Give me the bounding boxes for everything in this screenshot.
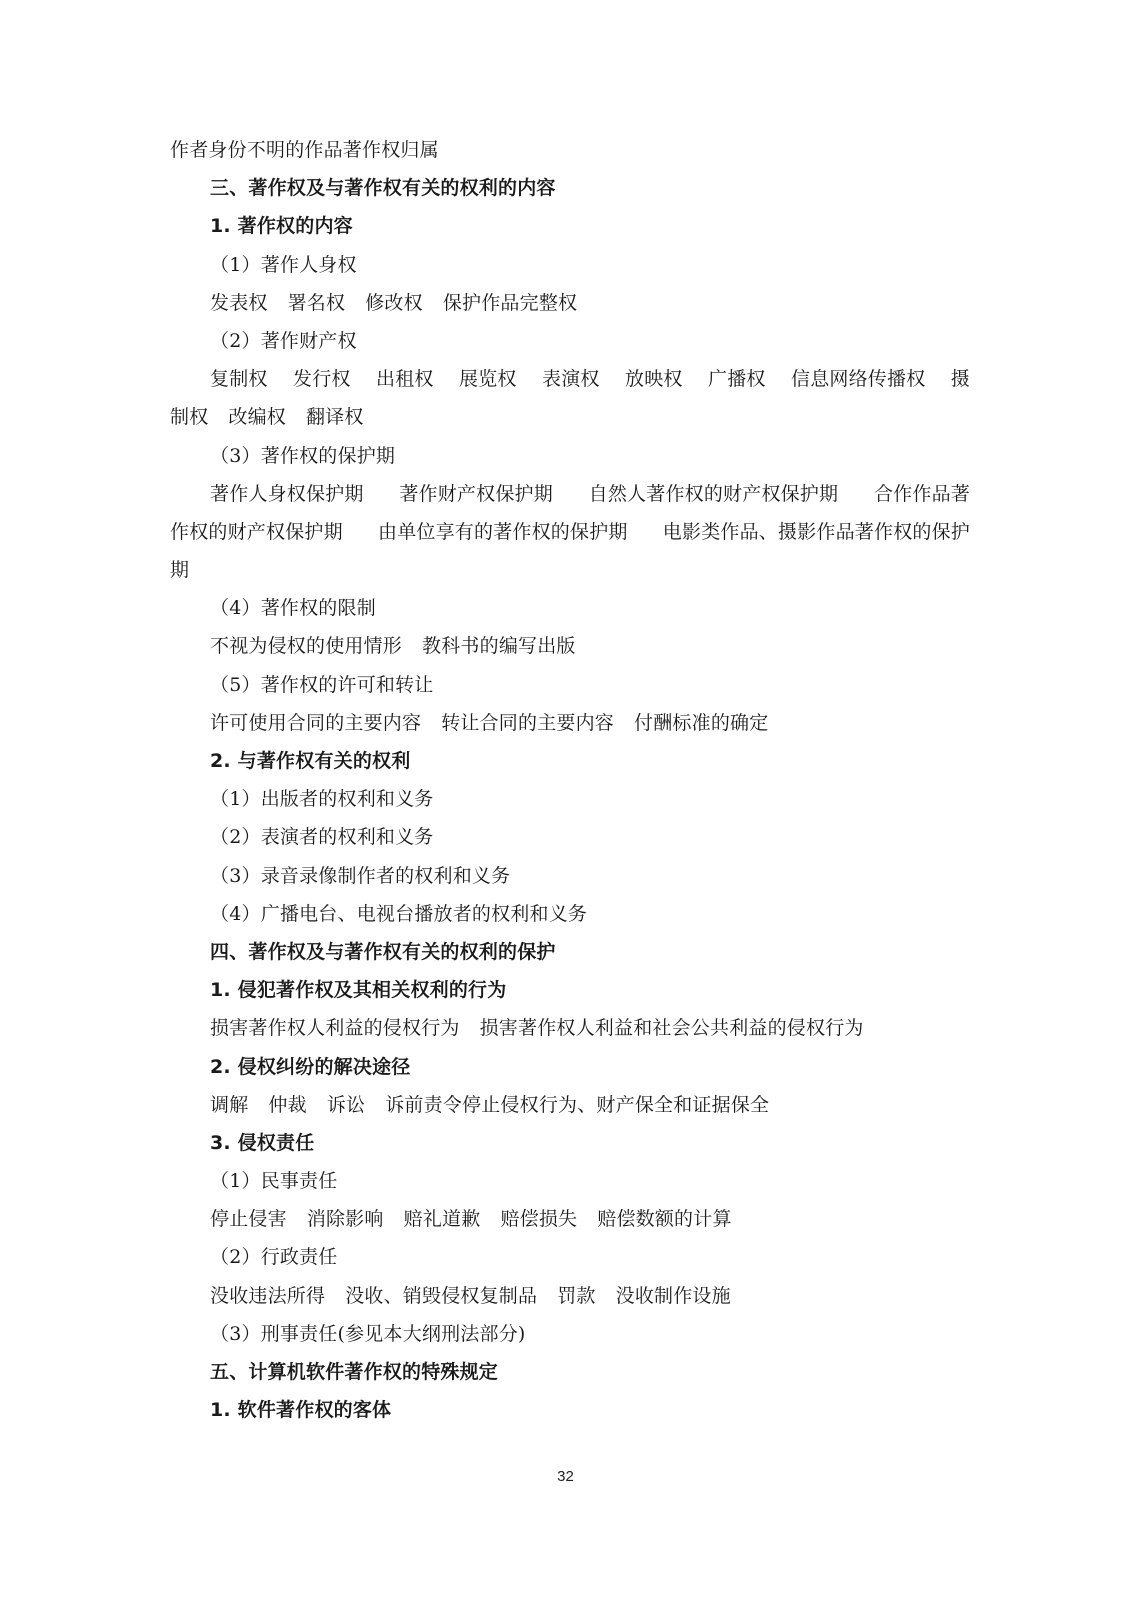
item-heading: （1）出版者的权利和义务 [210, 788, 434, 811]
subsection-heading: 1. 侵犯著作权及其相关权利的行为 [210, 979, 507, 1002]
item-heading: （5）著作权的许可和转让 [210, 673, 434, 696]
term: 放映权 [625, 368, 683, 391]
term: 著作财产权保护期 [399, 482, 553, 505]
term: 损害著作权人利益的侵权行为 [210, 1017, 460, 1040]
term: 赔偿数额的计算 [597, 1208, 732, 1231]
text-line: 作者身份不明的作品著作权归属 [170, 139, 439, 161]
term: 罚款 [557, 1284, 596, 1307]
term: 损害著作权人利益和社会公共利益的侵权行为 [479, 1017, 864, 1040]
term-list [170, 398, 970, 436]
term: 发行权 [293, 368, 351, 391]
term: 没收制作设施 [615, 1284, 731, 1307]
section-heading: 三、著作权及与著作权有关的权利的内容 [210, 177, 556, 200]
term: 调解 [210, 1093, 249, 1116]
term: 诉前责令停止侵权行为、财产保全和证据保全 [385, 1093, 770, 1116]
term-list [170, 1277, 970, 1315]
term: 赔礼道歉 [403, 1208, 481, 1231]
term: 消除影响 [306, 1208, 384, 1231]
term: 制权 [170, 406, 209, 429]
item-heading: （4）著作权的限制 [210, 597, 376, 620]
term-list [170, 704, 970, 742]
term: 付酬标准的确定 [634, 711, 769, 734]
section-heading: 五、计算机软件著作权的特殊规定 [210, 1361, 499, 1383]
term: 停止侵害 [210, 1208, 287, 1231]
item-heading: （3）录音录像制作者的权利和义务 [210, 864, 511, 887]
term: 没收、销毁侵权复制品 [345, 1284, 538, 1307]
term: 自然人著作权的财产权保护期 [588, 482, 839, 505]
term: 著作人身权保护期 [210, 482, 364, 505]
subsection-heading: 2. 与著作权有关的权利 [210, 750, 411, 772]
term: 出租权 [376, 368, 434, 391]
term-list [170, 360, 970, 398]
subsection-heading: 2. 侵权纠纷的解决途径 [210, 1055, 411, 1078]
term: 表演权 [542, 368, 600, 391]
term: 许可使用合同的主要内容 [210, 711, 422, 734]
term: 发表权 [210, 291, 268, 314]
term: 转让合同的主要内容 [441, 711, 615, 734]
term: 翻译权 [306, 406, 364, 429]
term: 作权的财产权保护期 [170, 520, 343, 543]
term: 保护作品完整权 [442, 291, 578, 314]
term: 赔偿损失 [500, 1208, 578, 1231]
term-list [170, 1200, 970, 1238]
term: 不视为侵权的使用情形 [210, 635, 403, 658]
term: 复制权 [210, 368, 268, 391]
text-line: 期 [170, 559, 190, 582]
term-list [170, 513, 970, 551]
term: 没收违法所得 [210, 1284, 326, 1307]
item-heading: （2）表演者的权利和义务 [210, 826, 434, 849]
term: 仲裁 [268, 1093, 307, 1116]
item-heading: （2）行政责任 [210, 1246, 338, 1269]
term: 诉讼 [326, 1093, 366, 1116]
term: 电影类作品、摄影作品著作权的保护 [662, 520, 970, 543]
term: 摄 [950, 368, 970, 391]
section-heading: 四、著作权及与著作权有关的权利的保护 [210, 940, 556, 963]
item-heading: （3）著作权的保护期 [210, 444, 396, 467]
term-list [170, 284, 970, 322]
page-number: 32 [557, 1468, 574, 1485]
subsection-heading: 1. 软件著作权的客体 [210, 1399, 392, 1422]
term-list [170, 627, 970, 665]
term: 改编权 [228, 406, 287, 429]
term: 教科书的编写出版 [422, 635, 576, 658]
item-heading: （1）民事责任 [210, 1170, 338, 1193]
term: 展览权 [459, 368, 517, 391]
subsection-heading: 3. 侵权责任 [210, 1131, 315, 1154]
page-content [170, 131, 970, 1429]
item-heading: （4）广播电台、电视台播放者的权利和义务 [210, 902, 588, 925]
term: 广播权 [708, 368, 766, 391]
term: 由单位享有的著作权的保护期 [378, 520, 628, 543]
subsection-heading: 1. 著作权的内容 [210, 215, 353, 238]
term-list [170, 475, 970, 513]
term-list [170, 1086, 970, 1124]
term: 修改权 [365, 291, 423, 314]
term: 署名权 [287, 291, 346, 314]
item-heading: （2）著作财产权 [210, 329, 357, 352]
term: 信息网络传播权 [791, 368, 926, 391]
term: 合作作品著 [873, 482, 970, 505]
item-heading: （3）刑事责任(参见本大纲刑法部分) [210, 1322, 526, 1345]
term-list [170, 1009, 970, 1047]
item-heading: （1）著作人身权 [210, 253, 357, 276]
